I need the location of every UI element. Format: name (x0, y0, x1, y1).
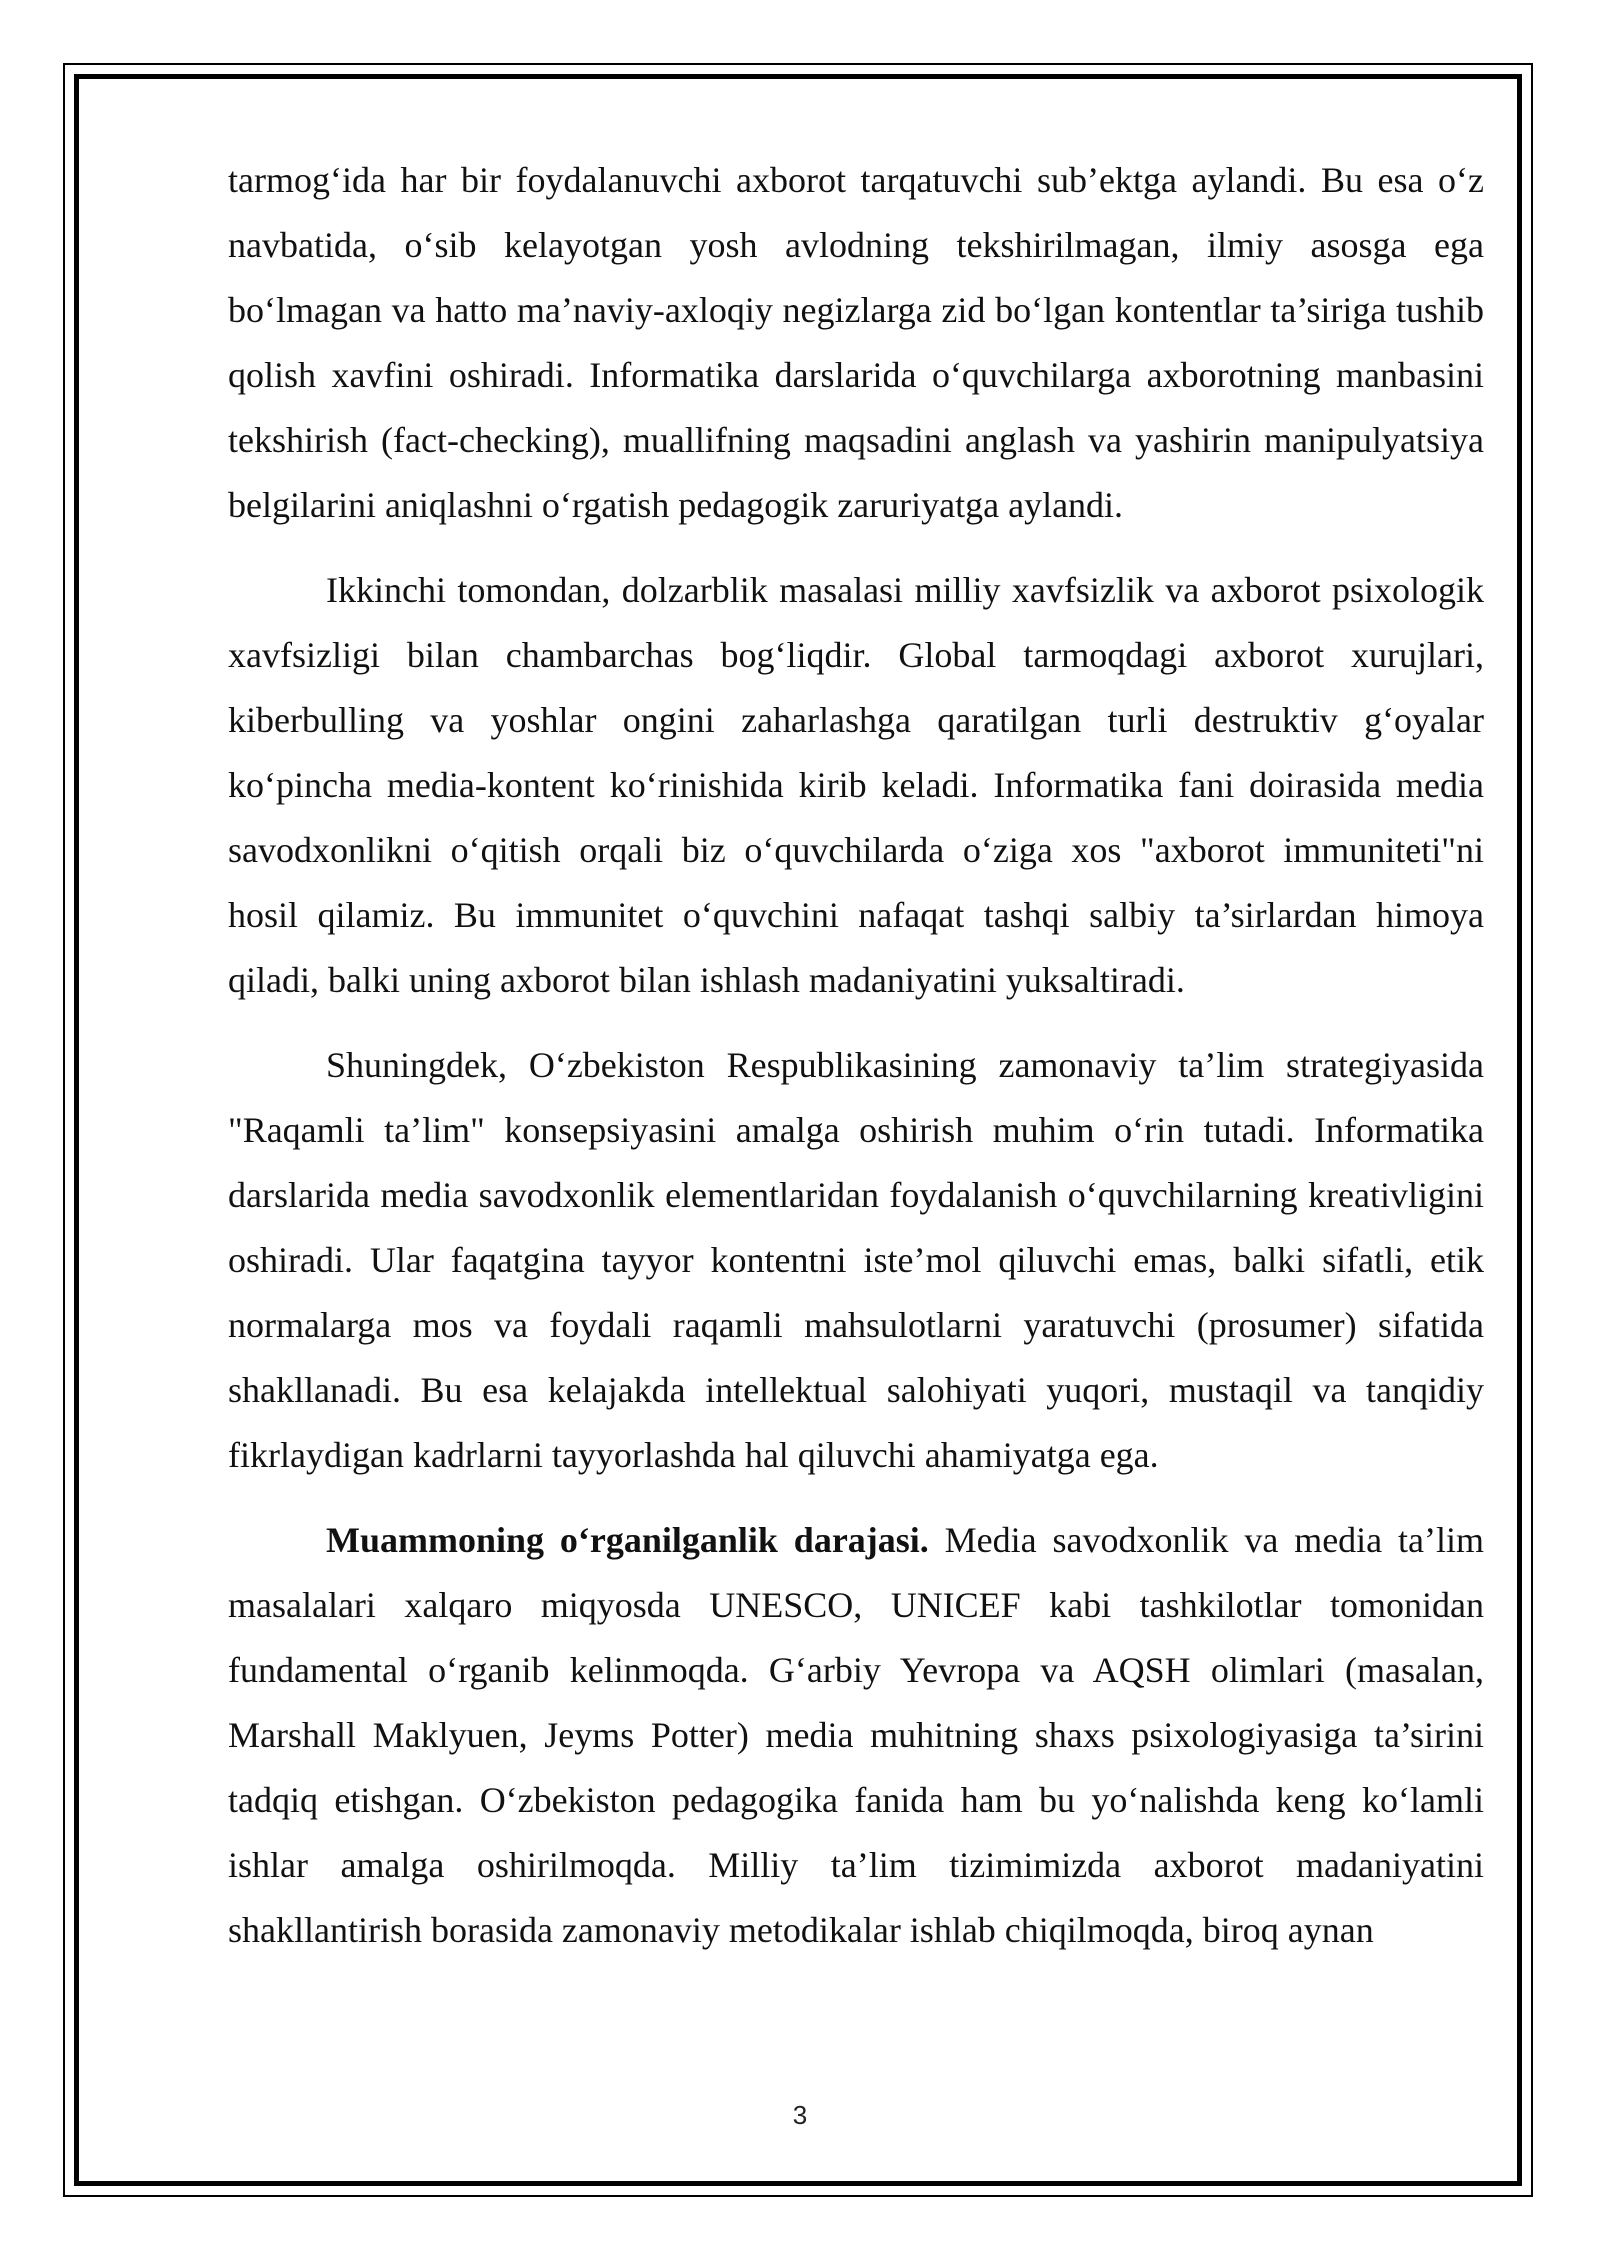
document-body (228, 148, 1484, 1963)
paragraph-research-degree (228, 1508, 1484, 1963)
page-number: 3 (792, 2100, 808, 2130)
section-heading: Muammoning o‘rganilganlik darajasi. (326, 1520, 929, 1560)
paragraph-research-text: Media savodxonlik va media ta’lim masalalari xalqaro miqyosda UNESCO, UNICEF kabi tashkilotlar tomonidan fundamental o‘rganib kelinmoqda. G‘arbiy Yevropa va AQSH olimlari (masalan, Marshall Maklyuen, Jeyms Potter) media muhitning shaxs psixologiyasiga ta’sirini tadqiq etishgan. O‘zbekiston pedagogika fanida ham bu yo‘nalishda keng ko‘lamli ishlar amalga oshirilmoqda. Milliy ta’lim tizimimizda axborot madaniyatini shakllantirish borasida zamonaviy metodikalar ishlab chiqilmoqda, biroq aynan (228, 1520, 1485, 1950)
paragraph-digital-education: Shuningdek, O‘zbekiston Respublikasining zamonaviy ta’lim strategiyasida "Raqamli ta’lim" konsepsiyasini amalga oshirish muhim o‘rin tutadi. Informatika darslarida media savodxonlik elementlaridan foydalanish o‘quvchilarning kreativligini oshiradi. Ular faqatgina tayyor kontentni iste’mol qiluvchi emas, balki sifatli, etik normalarga mos va foydali raqamli mahsulotlarni yaratuvchi (prosumer) sifatida shakllanadi. Bu esa kelajakda intellektual salohiyati yuqori, mustaqil va tanqidiy fikrlaydigan kadrlarni tayyorlashda hal qiluvchi ahamiyatga ega. (228, 1045, 1484, 1475)
paragraph-continuation: tarmog‘ida har bir foydalanuvchi axborot tarqatuvchi sub’ektga aylandi. Bu esa o‘z navbatida, o‘sib kelayotgan yosh avlodning tekshirilmagan, ilmiy asosga ega bo‘lmagan va hatto ma’naviy-axloqiy negizlarga zid bo‘lgan kontentlar ta’siriga tushib qolish xavfini oshiradi. Informatika darslarida o‘quvchilarga axborotning manbasini tekshirish (fact-checking), muallifning maqsadini anglash va yashirin manipulyatsiya belgilarini aniqlashni o‘rgatish pedagogik zaruriyatga aylandi. (228, 160, 1484, 525)
paragraph-relevance-security: Ikkinchi tomondan, dolzarblik masalasi milliy xavfsizlik va axborot psixologik xavfsizligi bilan chambarchas bog‘liqdir. Global tarmoqdagi axborot xurujlari, kiberbulling va yoshlar ongini zaharlashga qaratilgan turli destruktiv g‘oyalar ko‘pincha media-kontent ko‘rinishida kirib keladi. Informatika fani doirasida media savodxonlikni o‘qitish orqali biz o‘quvchilarda o‘ziga xos "axborot immuniteti"ni hosil qilamiz. Bu immunitet o‘quvchini nafaqat tashqi salbiy ta’sirlardan himoya qiladi, balki uning axborot bilan ishlash madaniyatini yuksaltiradi. (228, 570, 1484, 1000)
